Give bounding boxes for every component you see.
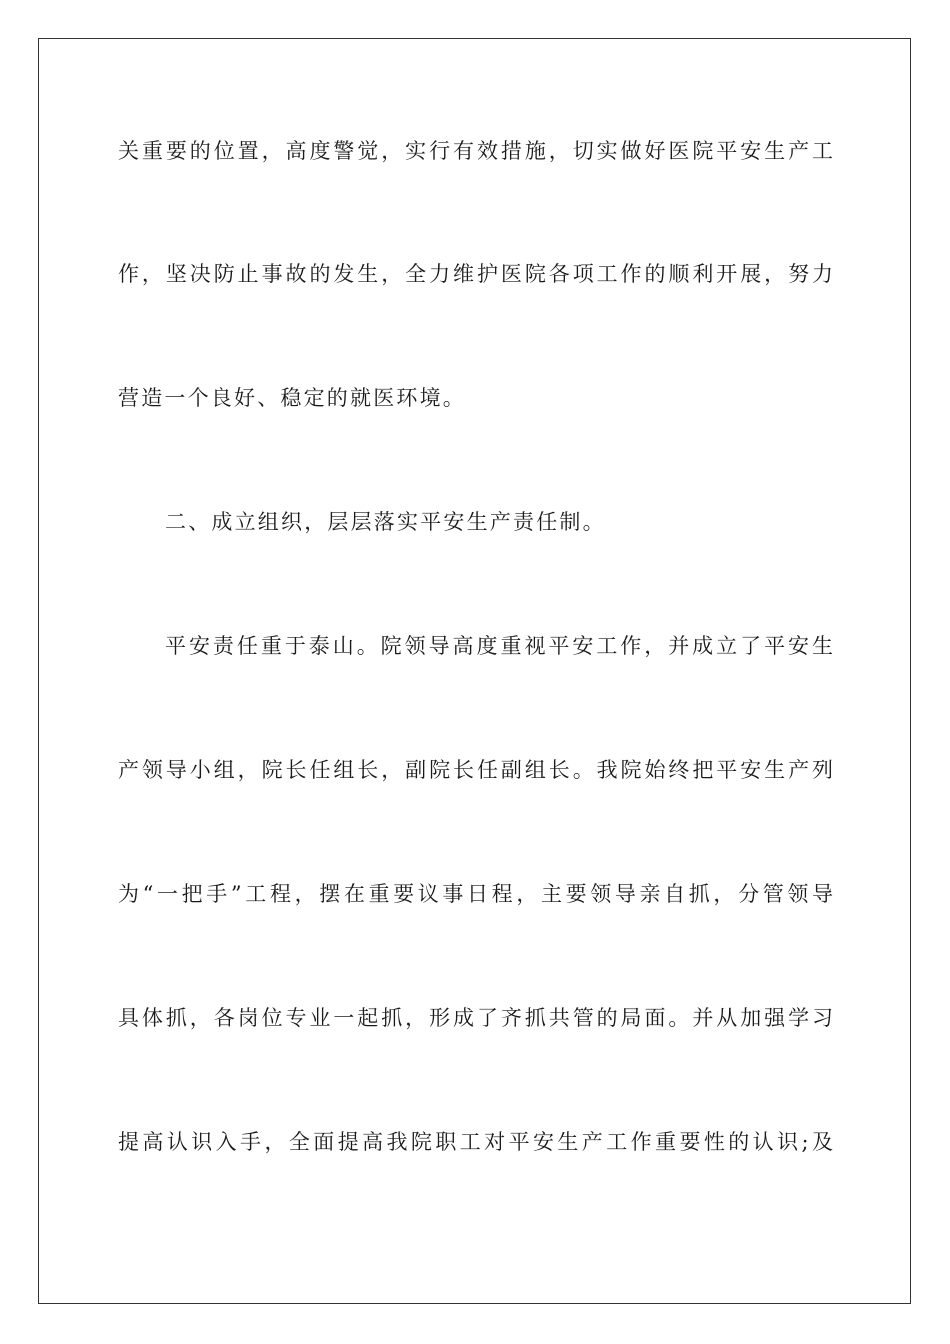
paragraph-start-line: 平安责任重于泰山。院领导高度重视平安工作，并成立了平安生: [165, 634, 833, 658]
text-line: 关重要的位置，高度警觉，实行有效措施，切实做好医院平安生产工: [118, 139, 833, 163]
section-heading: 二、成立组织，层层落实平安生产责任制。: [165, 510, 606, 534]
text-line: 提高认识入手，全面提高我院职工对平安生产工作重要性的认识;及: [118, 1130, 833, 1154]
text-line: 产领导小组，院长任组长，副院长任副组长。我院始终把平安生产列: [118, 758, 833, 782]
text-line: 作，坚决防止事故的发生，全力维护医院各项工作的顺利开展，努力: [118, 262, 833, 286]
text-line: 具体抓，各岗位专业一起抓，形成了齐抓共管的局面。并从加强学习: [118, 1006, 833, 1030]
text-line: 营造一个良好、稳定的就医环境。: [118, 386, 466, 410]
page-border: [38, 38, 911, 1304]
text-line: 为“一把手”工程，摆在重要议事日程，主要领导亲自抓，分管领导: [118, 882, 833, 906]
